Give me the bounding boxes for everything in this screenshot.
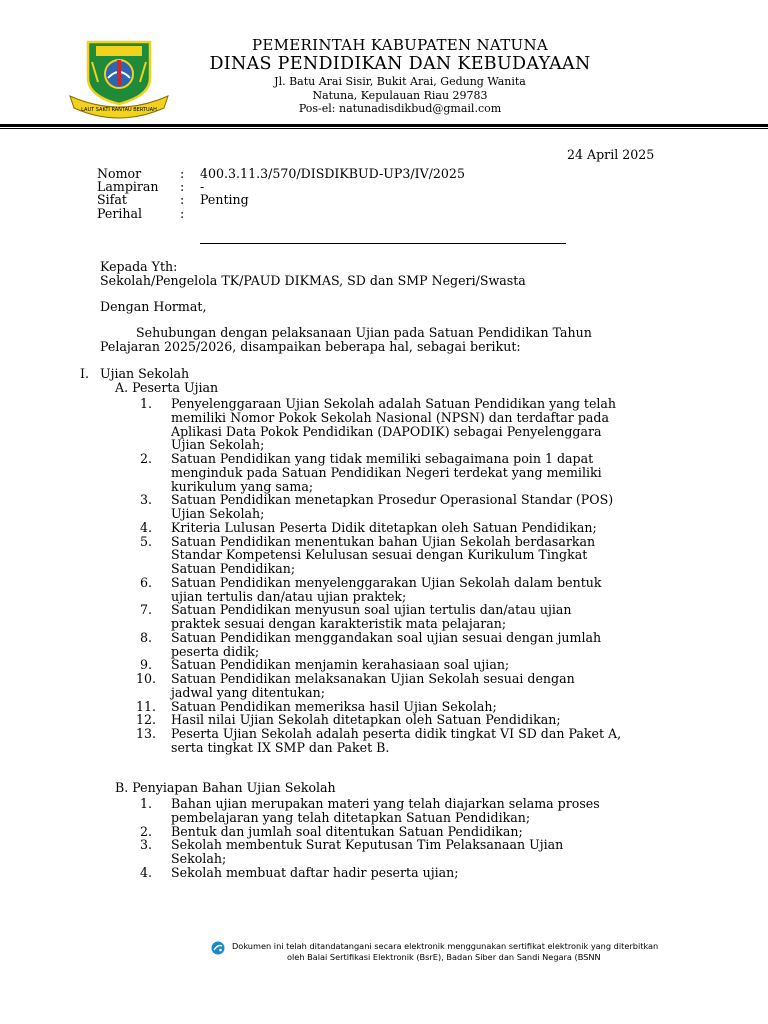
list-item-text: Aplikasi Data Pokok Pendidikan (DAPODIK) sebagai Penyelenggara (171, 423, 602, 439)
recipient-name: Sekolah/Pengelola TK/PAUD DIKMAS, SD dan SMP Negeri/Swasta (100, 273, 526, 288)
intro-line1: Sehubungan dengan pelaksanaan Ujian pada Satuan Pendidikan Tahun (136, 325, 592, 340)
list-item-number: 3. (140, 492, 153, 508)
list-item-text: Bahan ujian merupakan materi yang telah diajarkan selama proses (171, 796, 600, 811)
meta-value-lampiran: - (200, 179, 205, 194)
header-email: Pos-el: natunadisdikbud@gmail.com (298, 102, 502, 115)
list-item-text: Satuan Pendidikan menjamin kerahasiaan soal ujian; (171, 657, 510, 673)
meta-value-nomor: 400.3.11.3/570/DISDIKBUD-UP3/IV/2025 (200, 166, 465, 181)
list-item-number: 8. (140, 629, 153, 645)
list-item-text: Ujian Sekolah; (171, 437, 265, 453)
list-item-text: Satuan Pendidikan yang tidak memiliki sebagaimana poin 1 dapat (171, 451, 594, 466)
list-item-text: praktek sesuai dengan karakteristik mata pelajaran; (171, 616, 507, 631)
section-title: Ujian Sekolah (100, 366, 190, 381)
list-item-text: serta tingkat IX SMP dan Paket B. (171, 739, 390, 755)
list-item-number: 13. (136, 726, 157, 741)
list-item-text: jadwal yang ditentukan; (171, 684, 325, 700)
meta-label-perihal: Perihal (97, 206, 143, 221)
recipient-title: Kepada Yth: (100, 259, 178, 274)
meta-value-sifat: Penting (200, 192, 249, 207)
list-item-number: 1. (140, 796, 153, 811)
list-item-number: 12. (136, 712, 157, 728)
list-item-number: 5. (140, 533, 153, 549)
list-item-text: Penyelenggaraan Ujian Sekolah adalah Satuan Pendidikan yang telah (171, 396, 617, 411)
list-item-text: Satuan Pendidikan menggandakan soal ujian sesuai dengan jumlah (171, 629, 602, 645)
footer-line2: oleh Balai Sertifikasi Elektronik (BsrE), Badan Siber dan Sandi Negara (BSNN (287, 952, 601, 962)
list-item-text: Sekolah membentuk Surat Keputusan Tim Pelaksanaan Ujian (171, 837, 564, 853)
header-address-line1: Jl. Batu Arai Sisir, Bukit Arai, Gedung Wanita (274, 75, 526, 88)
list-item-number: 9. (140, 657, 153, 673)
list-item-text: Standar Kompetensi Kelulusan sesuai dengan Kurikulum Tingkat (171, 547, 588, 563)
list-item-number: 2. (140, 823, 153, 839)
list-item-text: Sekolah; (171, 851, 227, 866)
list-item-text: pembelajaran yang telah ditetapkan Satuan Pendidikan; (171, 809, 531, 825)
list-item-number: 7. (140, 602, 153, 618)
list-item-text: peserta didik; (171, 643, 260, 659)
list-item-text: Peserta Ujian Sekolah adalah peserta didik tingkat VI SD dan Paket A, (171, 726, 622, 741)
list-item-number: 6. (140, 574, 153, 590)
list-item-number: 4. (140, 519, 153, 535)
meta-sep: : (180, 179, 185, 194)
header-rule-thick (0, 124, 768, 127)
list-item-text: Satuan Pendidikan menyusun soal ujian tertulis dan/atau ujian (171, 602, 572, 618)
meta-label-nomor: Nomor (97, 166, 142, 181)
meta-label-lampiran: Lampiran (97, 179, 159, 194)
list-item-text: ujian tertulis dan/atau ujian praktek; (171, 588, 407, 604)
list-item-text: memiliki Nomor Pokok Sekolah Nasional (NPSN) dan terdaftar pada (171, 409, 609, 425)
subject-underline (200, 243, 566, 244)
list-item-text: Hasil nilai Ujian Sekolah ditetapkan oleh Satuan Pendidikan; (171, 712, 561, 728)
bsre-icon (211, 940, 225, 954)
subsection-a-title: A. Peserta Ujian (115, 380, 219, 395)
list-item-text: Ujian Sekolah; (171, 506, 265, 521)
list-item-text: Satuan Pendidikan menentukan bahan Ujian Sekolah berdasarkan (171, 533, 596, 549)
section-number: I. (80, 366, 89, 381)
header-rule-thin (0, 128, 768, 129)
footer-line1: Dokumen ini telah ditandatangani secara elektronik menggunakan sertifikat elektronik yang diterbitkan (232, 941, 659, 951)
list-item-number: 2. (140, 451, 153, 466)
header-address-line2: Natuna, Kepulauan Riau 29783 (312, 89, 488, 102)
list-item-text: Sekolah membuat daftar hadir peserta ujian; (171, 864, 459, 880)
list-item-number: 11. (136, 698, 157, 714)
header-government: PEMERINTAH KABUPATEN NATUNA (251, 36, 549, 54)
list-item-text: Kriteria Lulusan Peserta Didik ditetapkan oleh Satuan Pendidikan; (171, 519, 597, 535)
regency-logo (68, 38, 170, 120)
list-item-text: Satuan Pendidikan menetapkan Prosedur Operasional Standar (POS) (171, 492, 614, 508)
list-item-number: 3. (140, 837, 153, 853)
list-item-number: 1. (140, 396, 153, 411)
intro-line2: Pelajaran 2025/2026, disampaikan beberapa hal, sebagai berikut: (100, 339, 521, 354)
list-item-text: Satuan Pendidikan memeriksa hasil Ujian Sekolah; (171, 698, 497, 714)
list-item-text: Satuan Pendidikan melaksanakan Ujian Sekolah sesuai dengan (171, 671, 575, 686)
meta-sep: : (180, 206, 185, 221)
list-item-number: 4. (140, 864, 153, 880)
header-agency: DINAS PENDIDIKAN DAN KEBUDAYAAN (209, 54, 591, 74)
list-item-text: kurikulum yang sama; (171, 478, 314, 494)
meta-label-sifat: Sifat (97, 192, 127, 207)
list-item-text: Bentuk dan jumlah soal ditentukan Satuan Pendidikan; (171, 823, 523, 839)
list-item-text: Satuan Pendidikan menyelenggarakan Ujian Sekolah dalam bentuk (171, 574, 602, 590)
greeting: Dengan Hormat, (100, 299, 207, 314)
meta-sep: : (180, 166, 185, 181)
meta-sep: : (180, 192, 185, 207)
subsection-b-title: B. Penyiapan Bahan Ujian Sekolah (115, 780, 336, 795)
list-item-text: menginduk pada Satuan Pendidikan Negeri terdekat yang memiliki (171, 464, 602, 480)
list-item-number: 10. (136, 671, 157, 686)
list-item-text: Satuan Pendidikan; (171, 561, 296, 576)
letter-date: 24 April 2025 (567, 147, 655, 162)
logo-motto: LAUT SAKTI RANTAU BERTUAH (81, 107, 157, 113)
